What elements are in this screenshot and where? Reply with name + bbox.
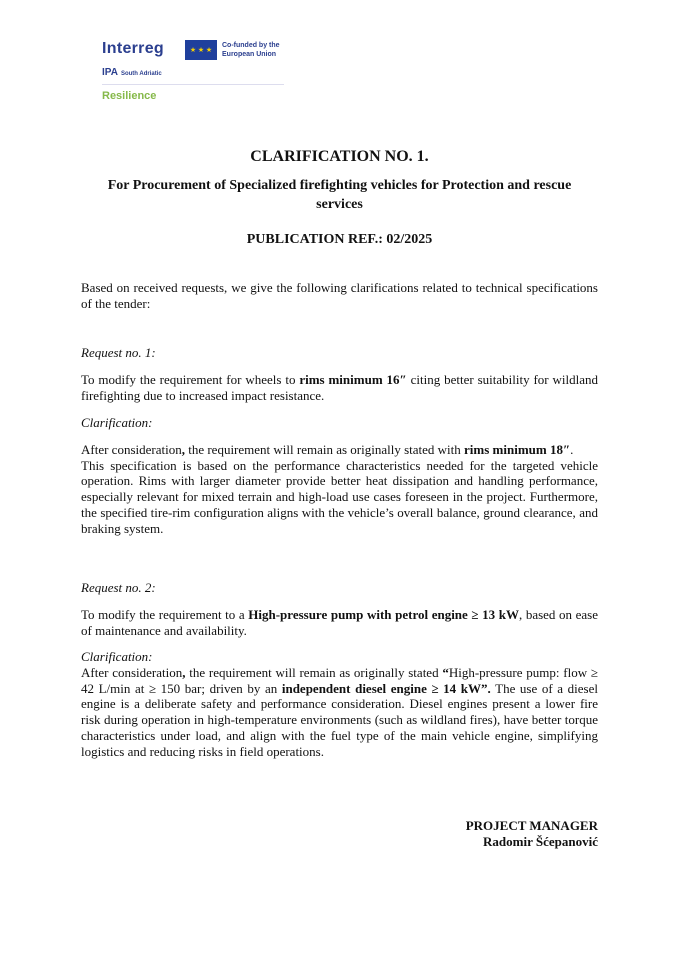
text: To modify the requirement to a — [81, 607, 249, 622]
ipa-label — [102, 67, 162, 78]
eu-flag-icon: ★ ★ ★ — [185, 40, 217, 60]
bold-text: rims minimum 16″ — [299, 372, 407, 387]
text: High-pressure pump: flow ≥ 42 L/min at ≥ 150 bar; driven by an — [81, 665, 598, 696]
text: , based on ease of maintenance and availability. — [81, 607, 599, 638]
interreg-wordmark: Interreg — [102, 40, 164, 57]
text: The use of a diesel engine is a deliberate safety and performance consideration. Diesel engines present a lower fire risk during operation in high-temperature environments (such as wildland fires), have better torque characteristics under load, and align with the fuel type of the main vehicle engine, simplifying logistics and reducing risks in field operations. — [81, 680, 598, 759]
logo-divider — [102, 84, 284, 85]
bold-text: High-pressure pump with petrol engine ≥ 13 kW — [248, 607, 519, 622]
project-name: Resilience — [102, 90, 157, 102]
text: the requirement will remain as originally stated with — [184, 442, 465, 457]
ipa-text: IPA — [102, 67, 118, 78]
text: the requirement will remain as originally stated — [185, 665, 443, 680]
request-2-label: Request no. 2: — [81, 580, 156, 595]
text: . — [570, 442, 574, 457]
clarification-1-text — [81, 442, 598, 536]
bold-text: independent diesel engine ≥ 14 kW”. — [281, 680, 491, 696]
clarification-2-text — [81, 665, 598, 759]
interreg-logo — [88, 32, 314, 114]
publication-ref: PUBLICATION REF.: 02/2025 — [246, 232, 433, 247]
signature-block — [466, 818, 598, 850]
intro-paragraph: Based on received requests, we give the following clarifications related to technical specifications of the tender: — [81, 280, 598, 311]
request-1-label: Request no. 1: — [81, 345, 156, 360]
text: citing better suitability for wildland firefighting due to increased impact resistance. — [81, 372, 598, 403]
bold-text: “ — [442, 665, 449, 680]
bold-text: , — [181, 442, 185, 457]
bold-text: rims minimum 18″ — [464, 442, 571, 457]
document-subtitle: For Procurement of Specialized firefighting vehicles for Protection and rescue services — [107, 178, 572, 212]
bold-text: , — [182, 665, 186, 680]
region-text: South Adriatic — [120, 71, 162, 77]
signature-name: Radomir Šćepanović — [483, 834, 598, 849]
request-1-text — [81, 372, 598, 403]
request-2-text — [81, 607, 598, 638]
document-title: CLARIFICATION NO. 1. — [250, 148, 429, 165]
text: To modify the requirement for wheels to — [81, 372, 300, 387]
signature-role: PROJECT MANAGER — [465, 818, 598, 833]
cofunded-text: Co-funded by the European Union — [222, 42, 280, 58]
text: After consideration — [81, 665, 183, 680]
text: After consideration — [81, 442, 182, 457]
text: This specification is based on the performance characteristics needed for the targeted vehicle operation. Rims with larger diameter provide better heat dissipation and handling performance, especially relevant for mixed terrain and high-load use cases foreseen in the project. Furthermore, the specified tire-rim configuration aligns with the vehicle’s overall balance, ground clearance, and braking system. — [81, 457, 598, 536]
clarification-1-label: Clarification: — [81, 415, 153, 430]
clarification-2-label: Clarification: — [81, 649, 153, 664]
